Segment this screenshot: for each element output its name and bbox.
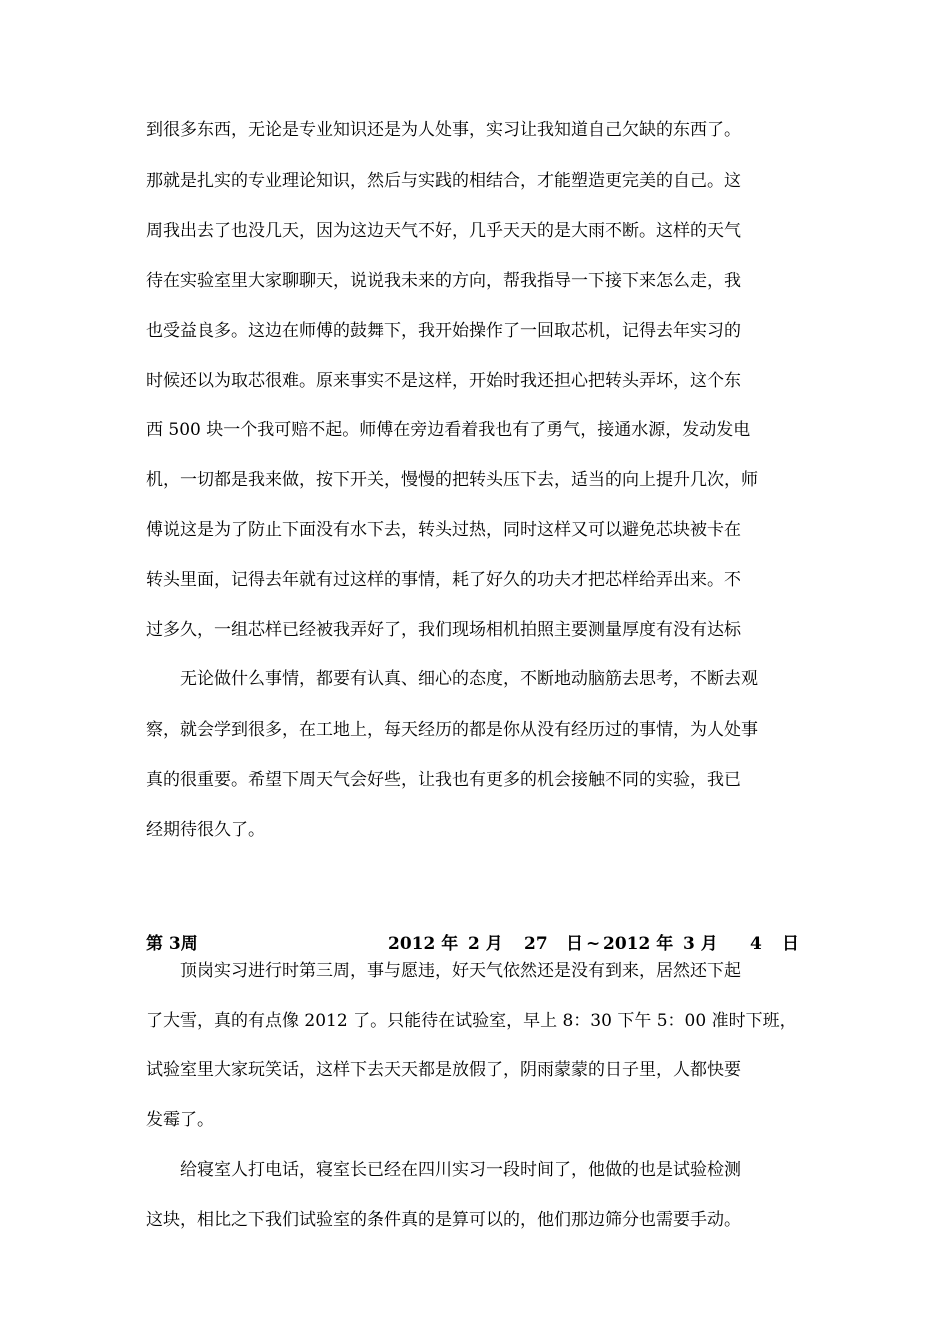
paragraph-4-line-1: 给寝室人打电话，寝室长已经在四川实习一段时间了，他做的也是试验检测 [180, 1160, 741, 1180]
week-heading [146, 934, 810, 954]
paragraph-3-line-2: 了大雪，真的有点像 2012 了。只能待在试验室，早上 8：30 下午 5：00 准时下班， [146, 1011, 797, 1031]
paragraph-1-line-3: 周我出去了也没几天，因为这边天气不好，几乎天天的是大雨不断。这样的天气 [146, 221, 741, 241]
paragraph-3-line-4: 发霉了。 [146, 1110, 214, 1130]
paragraph-2-line-4: 经期待很久了。 [146, 820, 265, 840]
paragraph-3-line-3: 试验室里大家玩笑话，这样下去天天都是放假了，阴雨蒙蒙的日子里，人都快要 [146, 1060, 741, 1080]
start-day: 27 [524, 934, 548, 954]
paragraph-2-line-2: 察，就会学到很多，在工地上，每天经历的都是你从没有经历过的事情，为人处事 [146, 720, 758, 740]
paragraph-1-line-2: 那就是扎实的专业理论知识，然后与实践的相结合，才能塑造更完美的自己。这 [146, 171, 741, 191]
paragraph-2-line-3: 真的很重要。希望下周天气会好些，让我也有更多的机会接触不同的实验，我已 [146, 770, 741, 790]
week-label: 第 3周 [146, 934, 198, 954]
paragraph-1-line-4: 待在实验室里大家聊聊天，说说我未来的方向，帮我指导一下接下来怎么走，我 [146, 271, 741, 291]
paragraph-3-line-1: 顶岗实习进行时第三周，事与愿违，好天气依然还是没有到来，居然还下起 [180, 961, 741, 981]
paragraph-1-line-6: 时候还以为取芯很难。原来事实不是这样，开始时我还担心把转头弄坏，这个东 [146, 371, 741, 391]
paragraph-1-line-1: 到很多东西，无论是专业知识还是为人处事，实习让我知道自己欠缺的东西了。 [146, 120, 741, 140]
end-day-unit: 日 [782, 934, 799, 954]
paragraph-1-line-9: 傅说这是为了防止下面没有水下去，转头过热，同时这样又可以避免芯块被卡在 [146, 520, 741, 540]
date-separator: ~ [586, 934, 601, 954]
paragraph-1-line-11: 过多久，一组芯样已经被我弄好了，我们现场相机拍照主要测量厚度有没有达标 [146, 620, 741, 640]
start-year: 2012 年 [388, 934, 459, 954]
paragraph-1-line-10: 转头里面，记得去年就有过这样的事情，耗了好久的功夫才把芯样给弄出来。不 [146, 570, 741, 590]
paragraph-1-line-8: 机，一切都是我来做，按下开关，慢慢的把转头压下去，适当的向上提升几次，师 [146, 470, 758, 490]
paragraph-1-line-7: 西 500 块一个我可赔不起。师傅在旁边看着我也有了勇气，接通水源，发动发电 [146, 420, 751, 440]
end-year: 2012 年 [603, 934, 674, 954]
end-month: 3 月 [683, 934, 718, 954]
start-day-unit: 日 [566, 934, 583, 954]
paragraph-1-line-5: 也受益良多。这边在师傅的鼓舞下，我开始操作了一回取芯机，记得去年实习的 [146, 321, 741, 341]
end-day: 4 [750, 934, 762, 954]
paragraph-2-line-1: 无论做什么事情，都要有认真、细心的态度，不断地动脑筋去思考，不断去观 [180, 669, 758, 689]
paragraph-4-line-2: 这块，相比之下我们试验室的条件真的是算可以的，他们那边筛分也需要手动。 [146, 1210, 741, 1230]
start-month: 2 月 [468, 934, 503, 954]
